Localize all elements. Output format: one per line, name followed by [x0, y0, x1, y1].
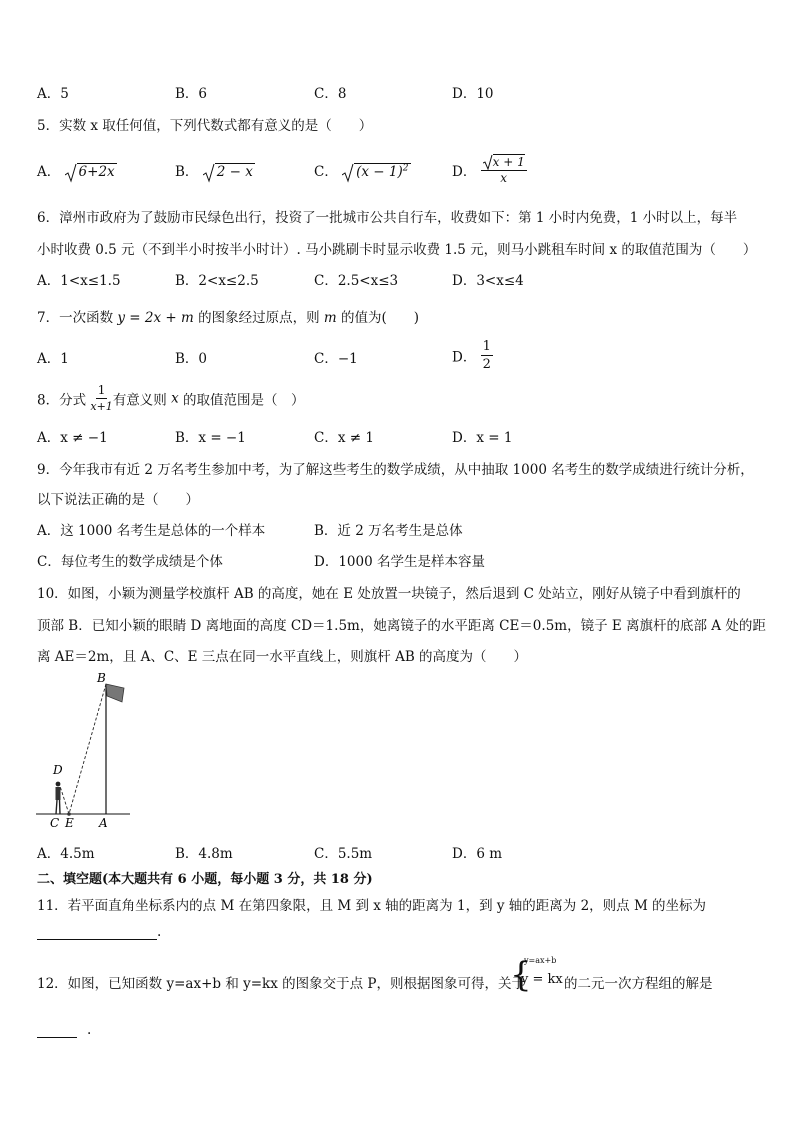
q8-fraction	[90, 383, 112, 414]
q7-stem-post: 的值为( )	[336, 310, 420, 326]
q6-line2: 小时收费 0.5 元（不到半小时按半小时计）. 马小跳刷卡时显示收费 1.5 元，则马小跳租车时间 x 的取值范围为（ ）	[37, 242, 757, 258]
q4-option-a: A．5	[37, 86, 69, 102]
q10-figure	[36, 670, 136, 832]
q7-option-a: A．1	[37, 351, 69, 367]
q5-a-prefix: A．	[37, 164, 61, 180]
q11-answer-blank[interactable]	[37, 925, 157, 940]
q7-option-c: C．−1	[314, 351, 358, 367]
q4-options	[37, 82, 757, 102]
q5-a-radical	[65, 163, 117, 183]
brace-icon: {	[510, 955, 532, 995]
q7-stem-pre: 7．一次函数	[37, 310, 118, 326]
q5-stem: 5．实数 x 取任何值，下列代数式都有意义的是（ ）	[37, 118, 373, 134]
q7-d-fraction	[481, 338, 493, 373]
q5-c-prefix: C．	[314, 164, 338, 180]
q5-c-exponent: 2	[402, 163, 409, 174]
q7-d-numerator: 1	[482, 339, 491, 354]
q10-options	[37, 842, 757, 862]
q7-d-prefix: D．	[452, 349, 477, 366]
q5-d-numerator: x + 1	[492, 155, 525, 169]
q5-b-prefix: B．	[175, 164, 199, 180]
q8-stem-pre: 8．分式	[37, 392, 91, 409]
q5-a-expr: 6+2x	[78, 164, 115, 180]
q4-option-d: D．10	[452, 86, 494, 102]
q8-stem-var: x	[171, 390, 179, 407]
q10-option-b: B．4.8m	[175, 846, 233, 862]
q5-d-denominator: x	[500, 171, 508, 185]
sqrt-icon	[203, 163, 215, 183]
q8-option-d: D．x = 1	[452, 430, 513, 446]
label-d: D	[53, 763, 63, 777]
q6-option-a: A．1<x≤1.5	[37, 273, 121, 289]
q8-stem	[37, 383, 305, 414]
q12-pre: 12．如图，已知函数 y=ax+b 和 y=kx 的图象交于点 P，则根据图象可得，关于	[37, 976, 526, 992]
q8-option-b: B．x = −1	[175, 430, 246, 446]
sqrt-icon	[65, 163, 77, 183]
q12-system	[510, 956, 562, 1000]
q5-option-c	[314, 160, 411, 183]
q7-stem-expr: y = 2x + m	[117, 310, 194, 326]
q7-d-denominator: 2	[482, 357, 491, 372]
label-b: B	[97, 671, 106, 685]
q8-option-a: A．x ≠ −1	[37, 430, 108, 446]
q5-d-fraction	[481, 154, 527, 186]
q5-option-b	[175, 160, 255, 183]
q9-options-row1	[37, 519, 757, 539]
reflection-line-be	[69, 684, 106, 814]
q12-post: 的二元一次方程组的解是	[564, 976, 713, 992]
q9-option-c: C．每位考生的数学成绩是个体	[37, 554, 223, 570]
q7-option-b: B．0	[175, 351, 208, 367]
sqrt-icon	[342, 163, 354, 183]
q9-option-b: B．近 2 万名考生是总体	[314, 523, 463, 539]
q11-line1: 11．若平面直角坐标系内的点 M 在第四象限，且 M 到 x 轴的距离为 1，到 y 轴的距离为 2，则点 M 的坐标为	[37, 898, 707, 914]
q6-options	[37, 269, 757, 289]
q8-options	[37, 426, 757, 446]
q5-d-prefix: D．	[452, 164, 477, 180]
q9-line2: 以下说法正确的是（ ）	[37, 492, 199, 508]
q9-option-a: A．这 1000 名考生是总体的一个样本	[37, 523, 266, 539]
q10-option-a: A．4.5m	[37, 846, 95, 862]
q4-option-b: B．6	[175, 86, 208, 102]
q7-stem	[37, 306, 419, 326]
q6-option-b: B．2<x≤2.5	[175, 273, 259, 289]
q5-option-d	[452, 154, 527, 186]
q9-line1: 9．今年我市有近 2 万名考生参加中考，为了解这些考生的数学成绩，从中抽取 1000 名考生的数学成绩进行统计分析，	[37, 462, 754, 478]
flag-icon	[106, 684, 124, 702]
sqrt-icon	[483, 154, 493, 170]
q5-option-a	[37, 160, 117, 183]
q12-answer-blank[interactable]	[37, 1023, 77, 1038]
q5-c-expr: (x − 1)	[356, 164, 403, 180]
q5-c-radical	[342, 163, 410, 183]
label-c: C	[50, 816, 60, 830]
q5-options	[37, 154, 757, 188]
q6-option-c: C．2.5<x≤3	[314, 273, 399, 289]
q10-line1: 10．如图，小颖为测量学校旗杆 AB 的高度，她在 E 处放置一块镜子，然后退到 C 处站立，刚好从镜子中看到旗杆的	[37, 586, 741, 602]
q11-end: .	[157, 924, 162, 940]
label-a: A	[99, 816, 108, 830]
q11-answer	[37, 924, 161, 940]
q10-line2: 顶部 B．已知小颖的眼睛 D 离地面的高度 CD＝1.5m，她离镜子的水平距离 CE＝0.5m，镜子 E 离旗杆的底部 A 处的距	[37, 618, 766, 634]
q10-option-d: D．6 m	[452, 846, 503, 862]
q6-line1: 6．漳州市政府为了鼓励市民绿色出行，投资了一批城市公共自行车，收费如下：第 1 小时内免费，1 小时以上，每半	[37, 210, 738, 226]
q8-stem-mid: 有意义则	[112, 392, 172, 409]
q8-stem-post: 的取值范围是（ ）	[178, 392, 305, 409]
q8-option-c: C．x ≠ 1	[314, 430, 374, 446]
person-icon	[56, 782, 61, 814]
q12-system-top: y=ax+b	[524, 956, 557, 965]
q9-option-d: D．1000 名学生是样本容量	[314, 554, 485, 570]
q7-stem-mid: 的图象经过原点，则	[193, 310, 324, 326]
q8-frac-denominator: x+1	[90, 400, 113, 413]
q9-options-row2	[37, 550, 757, 570]
q12-answer	[37, 1022, 91, 1038]
q10-line3: 离 AE＝2m，且 A、C、E 三点在同一水平直线上，则旗杆 AB 的高度为（ ）	[37, 649, 528, 665]
q4-option-c: C．8	[314, 86, 347, 102]
q7-options	[37, 338, 757, 378]
q8-frac-numerator: 1	[97, 383, 106, 397]
q12-end: .	[87, 1022, 92, 1038]
q6-option-d: D．3<x≤4	[452, 273, 524, 289]
q10-option-c: C．5.5m	[314, 846, 373, 862]
q7-option-d	[452, 338, 493, 373]
q5-b-radical	[203, 163, 255, 183]
label-e: E	[65, 816, 74, 830]
q12-system-bottom: y = kx	[521, 972, 563, 987]
section-heading: 二、填空题(本大题共有 6 小题，每小题 3 分，共 18 分)	[37, 872, 373, 887]
q12-line	[37, 972, 525, 992]
q7-stem-var: m	[323, 310, 337, 326]
q5-b-expr: 2 − x	[216, 164, 253, 180]
